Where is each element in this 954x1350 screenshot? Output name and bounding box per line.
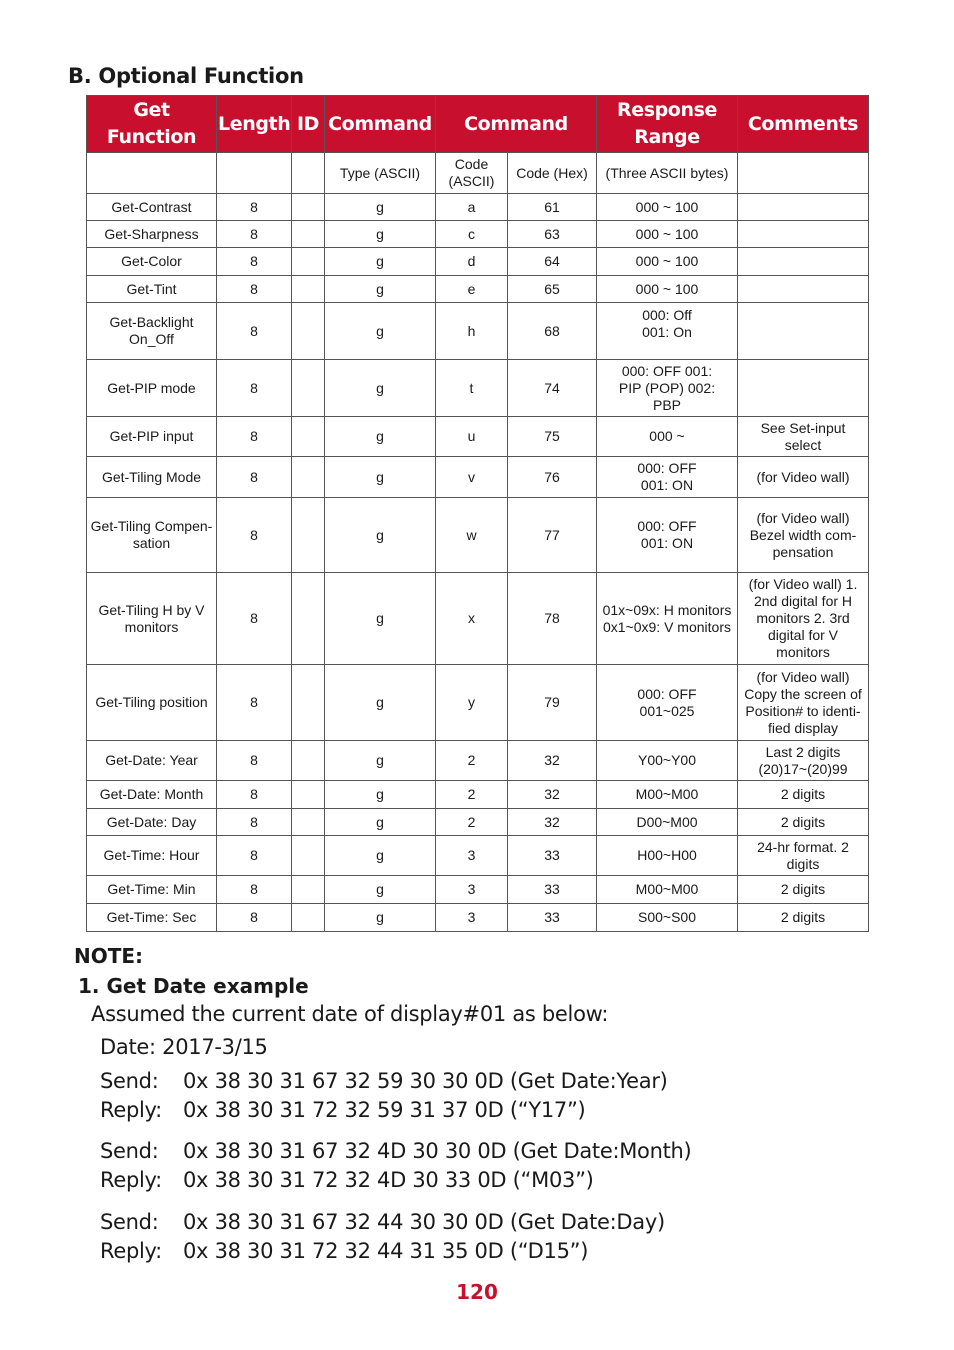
table-row [87, 573, 869, 665]
table-cell: 8 [217, 417, 292, 457]
table-cell [738, 360, 869, 417]
table-cell: Get-Tiling Mode [87, 457, 217, 498]
table-row [87, 876, 869, 904]
table-cell [597, 665, 738, 741]
table-cell: w [436, 498, 508, 573]
table-cell [292, 573, 325, 665]
table-cell: g [325, 221, 436, 248]
table-cell: g [325, 194, 436, 221]
page-number: 120 [456, 1280, 498, 1304]
table-cell: 8 [217, 194, 292, 221]
table-cell [292, 904, 325, 932]
table-cell: d [436, 248, 508, 276]
table-cell: g [325, 741, 436, 781]
table-row [87, 276, 869, 303]
send-bytes: 0x 38 30 31 67 32 59 30 30 0D (Get Date:Year) [183, 1069, 668, 1093]
subheader-cell: Type (ASCII) [325, 153, 436, 194]
table-cell: g [325, 498, 436, 573]
table-cell: 65 [508, 276, 597, 303]
table-cell: 68 [508, 303, 597, 360]
table-cell: 8 [217, 573, 292, 665]
table-cell: (for Video wall) Copy the screen of Position# to identi-fied display [738, 665, 869, 741]
send-line-year [100, 1069, 668, 1093]
subheader-cell: Code (ASCII) [436, 153, 508, 194]
table-cell: v [436, 457, 508, 498]
example-title: 1. Get Date example [78, 974, 309, 998]
table-cell: 32 [508, 809, 597, 836]
table-cell: c [436, 221, 508, 248]
table-cell: 79 [508, 665, 597, 741]
table-cell: 74 [508, 360, 597, 417]
subheader-cell [87, 153, 217, 194]
table-cell: 000 ~ [597, 417, 738, 457]
send-label: Send: [100, 1210, 159, 1234]
table-cell [292, 781, 325, 809]
table-cell: 2 [436, 741, 508, 781]
table-cell: Get-Time: Min [87, 876, 217, 904]
subheader-cell: (Three ASCII bytes) [597, 153, 738, 194]
table-cell [292, 194, 325, 221]
table-cell: 2 digits [738, 781, 869, 809]
subheader-cell: Code (Hex) [508, 153, 597, 194]
reply-label: Reply: [100, 1168, 162, 1192]
table-cell: H00~H00 [597, 836, 738, 876]
table-cell [738, 498, 869, 573]
table-cell [292, 276, 325, 303]
table-cell: 75 [508, 417, 597, 457]
table-row [87, 248, 869, 276]
table-cell: 3 [436, 904, 508, 932]
table-cell: 000 ~ 100 [597, 194, 738, 221]
table-cell: Get-PIP mode [87, 360, 217, 417]
table-cell: g [325, 904, 436, 932]
note-title: NOTE: [74, 944, 144, 968]
table-cell [292, 809, 325, 836]
table-cell: Y00~Y00 [597, 741, 738, 781]
cell-text: See Set-input select [760, 419, 846, 453]
table-cell: 32 [508, 741, 597, 781]
subheader-cell [292, 153, 325, 194]
table-row [87, 781, 869, 809]
table-cell: g [325, 276, 436, 303]
table-cell [597, 457, 738, 498]
table-cell: 78 [508, 573, 597, 665]
table-cell: 01x~09x: H monitors 0x1~0x9: V monitors [597, 573, 738, 665]
cell-text: Last 2 digits (20)17~(20)99 [758, 743, 848, 777]
header-length: Length [217, 96, 292, 153]
table-cell: 77 [508, 498, 597, 573]
table-cell: g [325, 248, 436, 276]
table-cell: 2 digits [738, 809, 869, 836]
table-cell: y [436, 665, 508, 741]
table-row [87, 457, 869, 498]
table-cell: Get-Tint [87, 276, 217, 303]
table-cell: 8 [217, 221, 292, 248]
table-cell [292, 248, 325, 276]
reply-bytes: 0x 38 30 31 72 32 4D 30 33 0D (“M03”) [183, 1168, 594, 1192]
table-cell: 8 [217, 248, 292, 276]
table-cell: (for Video wall) [738, 457, 869, 498]
table-cell [292, 457, 325, 498]
table-cell: 8 [217, 876, 292, 904]
table-cell: 2 [436, 809, 508, 836]
table-cell [738, 221, 869, 248]
cell-text: 000: OFF 001~025 [637, 685, 697, 719]
send-bytes: 0x 38 30 31 67 32 4D 30 30 0D (Get Date:Month) [183, 1139, 692, 1163]
send-bytes: 0x 38 30 31 67 32 44 30 30 0D (Get Date:Day) [183, 1210, 665, 1234]
cell-text: Get-Backlight On_Off [109, 314, 194, 347]
table-cell: 8 [217, 904, 292, 932]
command-table [86, 95, 869, 932]
header-id: ID [292, 96, 325, 153]
table-cell [292, 665, 325, 741]
table-cell: 33 [508, 876, 597, 904]
table-cell: D00~M00 [597, 809, 738, 836]
table-cell: Get-Contrast [87, 194, 217, 221]
table-cell: 8 [217, 665, 292, 741]
cell-text: 000: Off 001: On [642, 307, 692, 340]
table-cell: g [325, 836, 436, 876]
table-cell [292, 417, 325, 457]
section-title: B. Optional Function [68, 64, 304, 88]
table-cell [738, 248, 869, 276]
subheader-cell [738, 153, 869, 194]
table-cell: g [325, 303, 436, 360]
reply-line-year [100, 1098, 585, 1122]
table-row [87, 221, 869, 248]
table-cell: u [436, 417, 508, 457]
table-cell: M00~M00 [597, 781, 738, 809]
table-cell: Get-Tiling Compen-sation [87, 498, 217, 573]
table-cell: 2 digits [738, 904, 869, 932]
table-cell: Get-Tiling H by V monitors [87, 573, 217, 665]
table-cell: Get-Date: Month [87, 781, 217, 809]
table-cell [738, 303, 869, 360]
table-row [87, 498, 869, 573]
table-cell: h [436, 303, 508, 360]
send-label: Send: [100, 1069, 159, 1093]
table-cell: 000 ~ 100 [597, 221, 738, 248]
table-row [87, 417, 869, 457]
table-cell: Get-Date: Day [87, 809, 217, 836]
table-row [87, 194, 869, 221]
table-cell: 64 [508, 248, 597, 276]
table-header-row [87, 96, 869, 153]
table-cell: 63 [508, 221, 597, 248]
table-cell: g [325, 457, 436, 498]
table-cell [292, 221, 325, 248]
cell-text: 000: OFF 001: ON [637, 460, 697, 493]
table-cell: S00~S00 [597, 904, 738, 932]
table-subheader-row [87, 153, 869, 194]
table-cell: g [325, 809, 436, 836]
send-line-day [100, 1210, 665, 1234]
table-cell: Get-Time: Hour [87, 836, 217, 876]
table-cell: M00~M00 [597, 876, 738, 904]
cell-text: 24-hr format. 2 digits [757, 838, 849, 872]
table-cell [738, 276, 869, 303]
table-cell: 8 [217, 360, 292, 417]
table-cell: 3 [436, 876, 508, 904]
header-command-code: Command [436, 96, 597, 153]
send-line-month [100, 1139, 691, 1163]
table-cell: (for Video wall) 1. 2nd digital for H monitors 2. 3rd digital for V monitors [738, 573, 869, 665]
reply-label: Reply: [100, 1239, 162, 1263]
table-cell: Get-Tiling position [87, 665, 217, 741]
table-cell: 8 [217, 781, 292, 809]
table-cell [292, 498, 325, 573]
table-cell [738, 836, 869, 876]
table-cell [597, 498, 738, 573]
table-row [87, 360, 869, 417]
send-label: Send: [100, 1139, 159, 1163]
table-cell: g [325, 665, 436, 741]
table-cell [292, 303, 325, 360]
table-cell: 8 [217, 457, 292, 498]
table-row [87, 303, 869, 360]
header-comments: Comments [738, 96, 869, 153]
header-command-type: Command [325, 96, 436, 153]
subheader-cell [217, 153, 292, 194]
table-cell [292, 360, 325, 417]
table-cell: Get-Date: Year [87, 741, 217, 781]
table-cell: x [436, 573, 508, 665]
table-cell: 8 [217, 276, 292, 303]
cell-text: (for Video wall) Bezel width com-pensation [749, 509, 857, 560]
table-cell: g [325, 417, 436, 457]
example-intro: Assumed the current date of display#01 as below: [91, 1002, 609, 1026]
table-cell: Get-PIP input [87, 417, 217, 457]
table-cell [738, 741, 869, 781]
table-cell: 8 [217, 498, 292, 573]
table-row [87, 836, 869, 876]
reply-label: Reply: [100, 1098, 162, 1122]
reply-line-day [100, 1239, 588, 1263]
table-cell [738, 417, 869, 457]
table-cell: 8 [217, 836, 292, 876]
table-row [87, 741, 869, 781]
table-cell [597, 360, 738, 417]
reply-line-month [100, 1168, 594, 1192]
table-cell: Get-Sharpness [87, 221, 217, 248]
table-cell: 33 [508, 836, 597, 876]
table-cell [292, 741, 325, 781]
table-cell [292, 876, 325, 904]
reply-bytes: 0x 38 30 31 72 32 59 31 37 0D (“Y17”) [183, 1098, 586, 1122]
header-response-range: Response Range [597, 96, 738, 153]
table-cell: 8 [217, 741, 292, 781]
table-cell: 8 [217, 809, 292, 836]
table-row [87, 809, 869, 836]
table-cell: 61 [508, 194, 597, 221]
table-cell: 2 [436, 781, 508, 809]
table-cell: g [325, 876, 436, 904]
table-cell: g [325, 781, 436, 809]
table-cell [292, 836, 325, 876]
table-cell: 32 [508, 781, 597, 809]
table-cell: t [436, 360, 508, 417]
table-cell: 8 [217, 303, 292, 360]
table-cell: 000 ~ 100 [597, 276, 738, 303]
table-cell: 000 ~ 100 [597, 248, 738, 276]
table-cell: 76 [508, 457, 597, 498]
table-cell: Get-Time: Sec [87, 904, 217, 932]
table-cell: e [436, 276, 508, 303]
cell-text: 000: OFF 001: PIP (POP) 002: PBP [618, 362, 716, 413]
table-cell: a [436, 194, 508, 221]
reply-bytes: 0x 38 30 31 72 32 44 31 35 0D (“D15”) [183, 1239, 589, 1263]
table-cell: 2 digits [738, 876, 869, 904]
table-cell: g [325, 573, 436, 665]
table-cell [597, 303, 738, 360]
example-date: Date: 2017-3/15 [100, 1035, 268, 1059]
table-cell [738, 194, 869, 221]
header-get-function: Get Function [87, 96, 217, 153]
table-cell: 3 [436, 836, 508, 876]
table-row [87, 904, 869, 932]
table-cell: g [325, 360, 436, 417]
table-cell: 33 [508, 904, 597, 932]
table-cell: Get-Color [87, 248, 217, 276]
table-row [87, 665, 869, 741]
cell-text: 000: OFF 001: ON [637, 518, 697, 551]
table-cell [87, 303, 217, 360]
